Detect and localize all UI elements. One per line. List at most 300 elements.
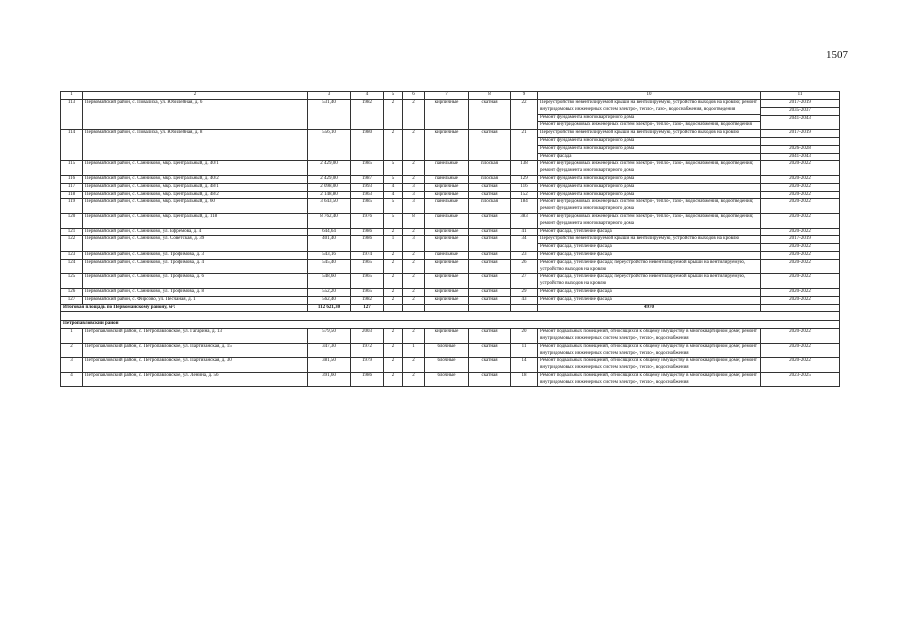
- row-number: 114: [61, 130, 83, 161]
- empty-cell: [61, 312, 840, 321]
- residents: 18: [511, 372, 538, 387]
- repair-period: [761, 236, 840, 252]
- entrances: 3: [403, 199, 425, 214]
- build-year: 1982: [351, 100, 384, 130]
- house-address: Первомайский район, с. Санниково, ул. Трофимова, д. 3: [83, 251, 308, 259]
- residents: 29: [511, 288, 538, 296]
- empty-cell: [384, 304, 403, 312]
- table-row: [61, 175, 840, 183]
- roof-type: скатная: [469, 296, 511, 304]
- repair-works: [538, 183, 761, 191]
- row-number: 115: [61, 161, 83, 176]
- floors: 4: [384, 191, 403, 199]
- table-row: [61, 274, 840, 289]
- row-number: 118: [61, 191, 83, 199]
- table-row: [61, 161, 840, 176]
- house-area: 347,30: [308, 343, 351, 358]
- repair-period-item: 2017-2019: [789, 100, 811, 105]
- residents: 14: [511, 358, 538, 373]
- repair-period-item: 2017-2019: [789, 130, 811, 136]
- build-year: 1974: [351, 251, 384, 259]
- build-year: 1986: [351, 372, 384, 387]
- house-address: Первомайский район, с. Санниково, ул. Ефремова, д. 4: [83, 228, 308, 236]
- repair-period: [761, 329, 840, 344]
- summary-area: 112 621,30: [308, 304, 351, 312]
- spacer-row: [61, 312, 840, 321]
- entrances: 2: [403, 130, 425, 161]
- summary-row: [61, 304, 840, 312]
- house-area: 548,60: [308, 274, 351, 289]
- page-number: 1507: [826, 49, 848, 61]
- house-area: 381,50: [308, 358, 351, 373]
- repair-period: [761, 213, 840, 228]
- entrances: 2: [403, 228, 425, 236]
- row-number: 116: [61, 175, 83, 183]
- repair-period: [761, 191, 840, 199]
- floors: 5: [384, 213, 403, 228]
- roof-type: скатная: [469, 358, 511, 373]
- roof-type: скатная: [469, 228, 511, 236]
- roof-type: плоская: [469, 175, 511, 183]
- residents: 184: [511, 199, 538, 214]
- build-year: 2003: [351, 329, 384, 344]
- house-area: 552,20: [308, 288, 351, 296]
- floors: 2: [384, 274, 403, 289]
- repair-period-item: 2020-2022: [789, 251, 811, 257]
- roof-type: плоская: [469, 161, 511, 176]
- repair-period-item: 2020-2022: [789, 296, 811, 302]
- roof-type: скатная: [469, 259, 511, 274]
- empty-cell: [425, 304, 469, 312]
- floors: 2: [384, 228, 403, 236]
- repair-work-item: Переустройство невентилируемой крыши на вентилируемую, устройство выходов на кровлю: [540, 236, 740, 242]
- section-title-row: [61, 321, 840, 329]
- repair-period-item: 2026-2028: [761, 145, 839, 153]
- residents: 26: [511, 259, 538, 274]
- repair-works: [538, 236, 761, 252]
- repair-period: [761, 358, 840, 373]
- house-address: Первомайский район, с. Санниково, ул. Трофимова, д. 4: [83, 259, 308, 274]
- residents: 22: [511, 100, 538, 130]
- residents: 21: [511, 130, 538, 161]
- build-year: 1987: [351, 175, 384, 183]
- repair-period-item: 2023-2025: [789, 372, 811, 378]
- residents: 383: [511, 213, 538, 228]
- repair-works: [538, 274, 761, 289]
- repair-work-item: Переустройство невентилируемой крыши на вентилируемую, устройство выходов на кровлю; ремонт внутридомовых инженерных систем электро-, тепло-, газо-, водоснабжения, водоотведения: [540, 100, 757, 112]
- repair-works: [538, 191, 761, 199]
- column-number-3: 3: [308, 92, 351, 100]
- house-area: 391,60: [308, 372, 351, 387]
- wall-material: блочные: [425, 343, 469, 358]
- house-address: Первомайский район, с. Повалиха, ул. Юбилейная, д. 8: [83, 130, 308, 161]
- repair-work-item: Ремонт фундамента многоквартирного дома: [540, 175, 635, 181]
- row-number: 123: [61, 251, 83, 259]
- entrances: 2: [403, 175, 425, 183]
- table-row: [61, 100, 840, 130]
- house-address: Первомайский район, с. Санниково, ул. Советская, д. 39: [83, 236, 308, 252]
- table-row: [61, 372, 840, 387]
- roof-type: скатная: [469, 100, 511, 130]
- repair-works: [538, 213, 761, 228]
- house-address: Первомайский район, с. Санниково, мкр. Центральный, д. 48/1: [83, 183, 308, 191]
- row-number: 3: [61, 358, 83, 373]
- floors: 2: [384, 296, 403, 304]
- house-area: 562,40: [308, 296, 351, 304]
- wall-material: кирпичные: [425, 259, 469, 274]
- wall-material: кирпичные: [425, 329, 469, 344]
- column-number-10: 10: [538, 92, 761, 100]
- repair-work-item: Ремонт подвальных помещений, относящихся к общему имуществу в многоквартирном доме; ремонт внутридомовых инженерных систем электро-, тепло-, водоснабжения: [540, 329, 757, 341]
- repair-period-item: 2020-2022: [789, 343, 811, 349]
- house-address: Первомайский район, с. Фирсово, ул. Песчаная, д. 1: [83, 296, 308, 304]
- repair-period-item: 2020-2022: [789, 329, 811, 335]
- house-address: Первомайский район, с. Повалиха, ул. Юбилейная, д. 6: [83, 100, 308, 130]
- build-year: 1980: [351, 130, 384, 161]
- repair-works: [538, 175, 761, 183]
- column-number-11: 11: [761, 92, 840, 100]
- house-address: Первомайский район, с. Санниково, мкр. Центральный, д. 40/1: [83, 161, 308, 176]
- repair-work-item: Ремонт фасада, утепление фасада: [540, 228, 612, 234]
- empty-cell: [761, 304, 840, 312]
- wall-material: кирпичные: [425, 100, 469, 130]
- repair-work-item: Ремонт фасада, утепление фасада; переустройство невентилируемой крыши на вентилируемую, устройство выходов на кровлю: [540, 274, 746, 287]
- repair-work-item: Ремонт фундамента многоквартирного дома: [540, 183, 635, 189]
- repair-work-item: Ремонт фасада, утепление фасада: [540, 296, 612, 302]
- repair-work-item: Ремонт фасада, утепление фасада: [540, 288, 612, 294]
- residents: 138: [511, 161, 538, 176]
- house-address: Первомайский район, с. Санниково, мкр. Центральный, д. 60: [83, 199, 308, 214]
- table-row: [61, 259, 840, 274]
- table-row: [61, 329, 840, 344]
- repair-work-item: Ремонт внутридомовых инженерных систем электро-, тепло-, газо-, водоснабжения, водоотведения: [538, 121, 760, 129]
- table-row: [61, 343, 840, 358]
- repair-period: [761, 199, 840, 214]
- residents: 116: [511, 183, 538, 191]
- column-number-6: 6: [403, 92, 425, 100]
- house-area: 2 098,00: [308, 183, 351, 191]
- floors: 2: [384, 288, 403, 296]
- house-address: Первомайский район, с. Санниково, ул. Трофимова, д. 6: [83, 274, 308, 289]
- floors: 2: [384, 343, 403, 358]
- repair-work-item: Ремонт фасада: [538, 153, 760, 161]
- repair-works: [538, 251, 761, 259]
- repair-works: [538, 288, 761, 296]
- build-year: 1979: [351, 358, 384, 373]
- house-area: 579,50: [308, 329, 351, 344]
- repair-works: [538, 199, 761, 214]
- entrances: 2: [403, 358, 425, 373]
- repair-works: [538, 358, 761, 373]
- entrances: 2: [403, 372, 425, 387]
- repair-work-item: Переустройство невентилируемой крыши на вентилируемую, устройство выходов на кровлю: [540, 130, 740, 136]
- house-area: 556,10: [308, 130, 351, 161]
- entrances: 3: [403, 236, 425, 252]
- floors: 2: [384, 372, 403, 387]
- build-year: 1993: [351, 183, 384, 191]
- floors: 2: [384, 251, 403, 259]
- repair-works: [538, 161, 761, 176]
- residents: 11: [511, 343, 538, 358]
- entrances: 1: [403, 343, 425, 358]
- column-number-row: [61, 92, 840, 100]
- repair-works: [538, 100, 761, 130]
- build-year: 1965: [351, 259, 384, 274]
- repair-period: [761, 343, 840, 358]
- table-row: [61, 358, 840, 373]
- repair-work-item: Ремонт внутридомовых инженерных систем электро-, тепло-, газо-, водоснабжения, водоотведения; ремонт фундамента многоквартирного дома: [540, 199, 754, 212]
- house-area: 545,40: [308, 259, 351, 274]
- house-area: 401,40: [308, 236, 351, 252]
- entrances: 2: [403, 100, 425, 130]
- section-title: Петропавловский район: [61, 321, 840, 329]
- repair-period: [761, 274, 840, 289]
- entrances: 2: [403, 274, 425, 289]
- repair-period-item: 2041-2043: [761, 115, 839, 123]
- repair-period-item: 2020-2022: [761, 243, 839, 251]
- residents: 129: [511, 175, 538, 183]
- repair-period-item: 2020-2022: [789, 161, 811, 167]
- row-number: 4: [61, 372, 83, 387]
- wall-material: кирпичные: [425, 228, 469, 236]
- wall-material: кирпичные: [425, 130, 469, 161]
- repair-period: [761, 130, 840, 161]
- repair-period-item: 2020-2022: [789, 259, 811, 265]
- repair-work-item: Ремонт фасада, утепление фасада: [538, 243, 760, 251]
- row-number: 121: [61, 228, 83, 236]
- repair-period: [761, 161, 840, 176]
- repair-period-item: 2041-2043: [761, 153, 839, 161]
- column-number-4: 4: [351, 92, 384, 100]
- roof-type: скатная: [469, 343, 511, 358]
- roof-type: скатная: [469, 329, 511, 344]
- house-area: 8 762,40: [308, 213, 351, 228]
- empty-cell: [403, 304, 425, 312]
- repair-work-item: Ремонт фундамента многоквартирного дома: [540, 191, 635, 197]
- floors: 1: [384, 236, 403, 252]
- house-area: 3 643,50: [308, 199, 351, 214]
- build-year: 1965: [351, 274, 384, 289]
- build-year: 1965: [351, 288, 384, 296]
- house-area: 531,40: [308, 100, 351, 130]
- build-year: 1986: [351, 228, 384, 236]
- house-address: Первомайский район, с. Санниково, ул. Трофимова, д. 8: [83, 288, 308, 296]
- floors: 5: [384, 199, 403, 214]
- repair-period-item: 2020-2022: [789, 191, 811, 197]
- floors: 2: [384, 358, 403, 373]
- repair-works: [538, 329, 761, 344]
- repair-period-item: 2020-2022: [789, 213, 811, 219]
- repair-period-item: [761, 137, 839, 145]
- wall-material: блочные: [425, 358, 469, 373]
- entrances: 2: [403, 259, 425, 274]
- repair-period: [761, 100, 840, 130]
- residents: 23: [511, 251, 538, 259]
- summary-residents: 4970: [538, 304, 761, 312]
- table-row: [61, 213, 840, 228]
- repair-period-item: 2017-2019: [789, 236, 811, 242]
- build-year: 1972: [351, 343, 384, 358]
- repair-period: [761, 372, 840, 387]
- wall-material: кирпичные: [425, 296, 469, 304]
- build-year: 1976: [351, 213, 384, 228]
- floors: 4: [384, 183, 403, 191]
- house-area: 644,64: [308, 228, 351, 236]
- roof-type: скатная: [469, 372, 511, 387]
- wall-material: панельные: [425, 199, 469, 214]
- repair-works: [538, 343, 761, 358]
- house-address: Петропавловский район, с. Петропавловское, ул. Гагарина, д. 13: [83, 329, 308, 344]
- summary-label: Итоговая площадь по Первомайскому району, м²:: [61, 304, 308, 312]
- entrances: 2: [403, 296, 425, 304]
- row-number: 113: [61, 100, 83, 130]
- floors: 2: [384, 130, 403, 161]
- wall-material: блочные: [425, 372, 469, 387]
- table-row: [61, 183, 840, 191]
- row-number: 1: [61, 329, 83, 344]
- wall-material: панельные: [425, 213, 469, 228]
- roof-type: скатная: [469, 251, 511, 259]
- house-address: Первомайский район, с. Санниково, мкр. Центральный, д. 40/2: [83, 175, 308, 183]
- residents: 27: [511, 274, 538, 289]
- entrances: 3: [403, 183, 425, 191]
- repair-period: [761, 251, 840, 259]
- table-row: [61, 199, 840, 214]
- repair-work-item: Ремонт внутридомовых инженерных систем электро-, тепло-, газо-, водоснабжения, водоотведения; ремонт фундамента многоквартирного дома: [540, 213, 754, 226]
- repair-works: [538, 228, 761, 236]
- roof-type: скатная: [469, 236, 511, 252]
- repair-period-item: 2020-2022: [789, 199, 811, 205]
- floors: 2: [384, 259, 403, 274]
- floors: 5: [384, 161, 403, 176]
- house-address: Петропавловский район, с. Петропавловское, ул. Партизанская, д. 15: [83, 343, 308, 358]
- housing-repair-table: [60, 91, 840, 387]
- house-address: Петропавловский район, с. Петропавловское, ул. Партизанская, д. 30: [83, 358, 308, 373]
- roof-type: скатная: [469, 183, 511, 191]
- repair-period: [761, 259, 840, 274]
- house-area: 2 148,80: [308, 191, 351, 199]
- table-row: [61, 130, 840, 161]
- repair-period-item: 2020-2022: [789, 175, 811, 181]
- entrances: 8: [403, 213, 425, 228]
- house-address: Петропавловский район, с. Петропавловское, ул. Ленина, д. 56: [83, 372, 308, 387]
- roof-type: скатная: [469, 274, 511, 289]
- wall-material: панельные: [425, 175, 469, 183]
- entrances: 2: [403, 288, 425, 296]
- repair-period: [761, 175, 840, 183]
- entrances: 2: [403, 329, 425, 344]
- entrances: 2: [403, 251, 425, 259]
- wall-material: панельные: [425, 161, 469, 176]
- column-number-1: 1: [61, 92, 83, 100]
- residents: 152: [511, 191, 538, 199]
- house-area: 543,16: [308, 251, 351, 259]
- row-number: 124: [61, 259, 83, 274]
- repair-period-item: 2020-2022: [789, 274, 811, 280]
- repair-period-item: 2020-2022: [789, 183, 811, 189]
- house-area: 2 429,00: [308, 161, 351, 176]
- residents: 43: [511, 296, 538, 304]
- repair-period: [761, 296, 840, 304]
- floors: 2: [384, 329, 403, 344]
- repair-work-item: Ремонт подвальных помещений, относящихся к общему имуществу в многоквартирном доме; ремонт внутридомовых инженерных систем электро-, тепло-, водоснабжения: [540, 343, 757, 356]
- summary-houses: 127: [351, 304, 384, 312]
- repair-period: [761, 228, 840, 236]
- row-number: 125: [61, 274, 83, 289]
- repair-period-item: 2020-2022: [789, 358, 811, 364]
- table-row: [61, 191, 840, 199]
- wall-material: кирпичные: [425, 288, 469, 296]
- repair-works: [538, 130, 761, 161]
- table-row: [61, 288, 840, 296]
- repair-period-item: 2020-2022: [789, 228, 811, 234]
- wall-material: кирпичные: [425, 236, 469, 252]
- roof-type: плоская: [469, 199, 511, 214]
- wall-material: кирпичные: [425, 183, 469, 191]
- build-year: 1986: [351, 236, 384, 252]
- roof-type: скатная: [469, 213, 511, 228]
- column-number-2: 2: [83, 92, 308, 100]
- floors: 2: [384, 100, 403, 130]
- repair-works: [538, 296, 761, 304]
- build-year: 1985: [351, 199, 384, 214]
- repair-period: [761, 183, 840, 191]
- row-number: 117: [61, 183, 83, 191]
- build-year: 1963: [351, 191, 384, 199]
- build-year: 1982: [351, 296, 384, 304]
- house-area: 2 429,00: [308, 175, 351, 183]
- repair-work-item: Ремонт фасада, утепление фасада: [540, 251, 612, 257]
- row-number: 122: [61, 236, 83, 252]
- entrances: 3: [403, 191, 425, 199]
- house-address: Первомайский район, с. Санниково, мкр. Центральный, д. 118: [83, 213, 308, 228]
- roof-type: скатная: [469, 130, 511, 161]
- repair-work-item: Ремонт фундамента многоквартирного дома: [538, 114, 760, 122]
- repair-work-item: Ремонт фасада, утепление фасада; переустройство невентилируемой крыши на вентилируемую, устройство выходов на кровлю: [540, 259, 746, 272]
- empty-cell: [511, 304, 538, 312]
- repair-work-item: Ремонт подвальных помещений, относящихся к общему имуществу в многоквартирном доме; ремонт внутридомовых инженерных систем электро-, тепло-, водоснабжения: [540, 358, 757, 371]
- repair-period-item: 2035-2037: [761, 107, 839, 115]
- repair-works: [538, 259, 761, 274]
- repair-work-item: Ремонт фундамента многоквартирного дома: [538, 145, 760, 153]
- residents: 34: [511, 236, 538, 252]
- row-number: 126: [61, 288, 83, 296]
- column-number-5: 5: [384, 92, 403, 100]
- roof-type: скатная: [469, 191, 511, 199]
- residents: 20: [511, 329, 538, 344]
- wall-material: кирпичные: [425, 274, 469, 289]
- wall-material: кирпичные: [425, 191, 469, 199]
- repair-works: [538, 372, 761, 387]
- table-row: [61, 296, 840, 304]
- build-year: 1985: [351, 161, 384, 176]
- repair-work-item: Ремонт внутридомовых инженерных систем электро-, тепло-, газо-, водоснабжения, водоотведения; ремонт фундамента многоквартирного дома: [540, 161, 754, 174]
- row-number: 119: [61, 199, 83, 214]
- wall-material: панельные: [425, 251, 469, 259]
- residents: 41: [511, 228, 538, 236]
- row-number: 2: [61, 343, 83, 358]
- repair-period: [761, 288, 840, 296]
- roof-type: скатная: [469, 288, 511, 296]
- table-row: [61, 236, 840, 252]
- repair-period-item: 2020-2022: [789, 288, 811, 294]
- column-number-9: 9: [511, 92, 538, 100]
- row-number: 127: [61, 296, 83, 304]
- repair-work-item: Ремонт подвальных помещений, относящихся к общему имуществу в многоквартирном доме; ремонт внутридомовых инженерных систем электро-, тепло-, водоснабжения: [540, 372, 757, 385]
- floors: 5: [384, 175, 403, 183]
- table-row: [61, 228, 840, 236]
- entrances: 2: [403, 161, 425, 176]
